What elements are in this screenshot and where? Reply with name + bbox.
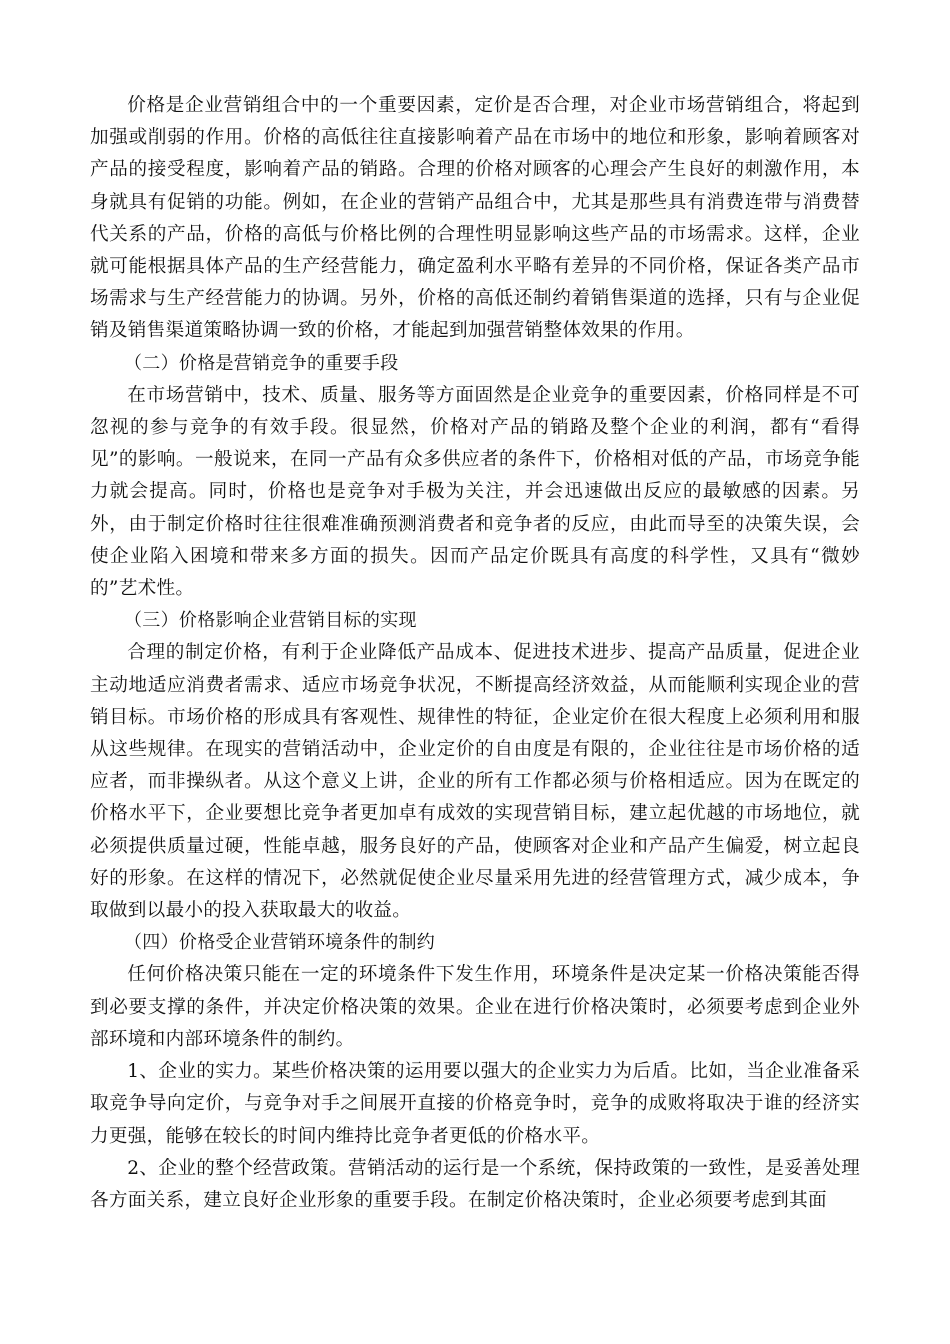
paragraph-business-policy: 2、企业的整个经营政策。营销活动的运行是一个系统，保持政策的一致性，是妥善处理各方面关系，建立良好企业形象的重要手段。在制定价格决策时，企业必须要考虑到其面 (90, 1157, 860, 1211)
paragraph-pricing-importance: 价格是企业营销组合中的一个重要因素，定价是否合理，对企业市场营销组合，将起到加强或削弱的作用。价格的高低往往直接影响着产品在市场中的地位和形象，影响着顾客对产品的接受程度，影响着产品的销路。合理的价格对顾客的心理会产生良好的刺激作用，本身就具有促销的功能。例如，在企业的营销产品组合中，尤其是那些具有消费连带与消费替代关系的产品，价格的高低与价格比例的合理性明显影响这些产品的市场需求。这样，企业就可能根据具体产品的生产经营能力，确定盈利水平略有差异的不同价格，保证各类产品市场需求与生产经营能力的协调。另外，价格的高低还制约着销售渠道的选择，只有与企业促销及销售渠道策略协调一致的价格，才能起到加强营销整体效果的作用。 (90, 95, 860, 342)
paragraph-competition: 在市场营销中，技术、质量、服务等方面固然是企业竞争的重要因素，价格同样是不可忽视的参与竞争的有效手段。很显然，价格对产品的销路及整个企业的利润，都有“看得见”的影响。一般说来，在同一产品有众多供应者的条件下，价格相对低的产品，市场竞争能力就会提高。同时，价格也是竞争对手极为关注，并会迅速做出反应的最敏感的因素。另外，由于制定价格时往往很难准确预测消费者和竞争者的反应，由此而导至的决策失误，会使企业陷入困境和带来多方面的损失。因而产品定价既具有高度的科学性，又具有“微妙的”艺术性。 (90, 384, 860, 600)
section-heading-4: （四）价格受企业营销环境条件的制约 (124, 932, 436, 954)
paragraph-marketing-goals: 合理的制定价格，有利于企业降低产品成本、促进技术进步、提高产品质量，促进企业主动地适应消费者需求、适应市场竞争状况，不断提高经济效益，从而能顺利实现企业的营销目标。市场价格的形成具有客观性、规律性的特征，企业定价在很大程度上必须利用和服从这些规律。在现实的营销活动中，企业定价的自由度是有限的，企业往往是市场价格的适应者，而非操纵者。从这个意义上讲，企业的所有工作都必须与价格相适应。因为在既定的价格水平下，企业要想比竞争者更加卓有成效的实现营销目标，建立起优越的市场地位，就必须提供质量过硬，性能卓越，服务良好的产品，使顾客对企业和产品产生偏爱，树立起良好的形象。在这样的情况下，必然就促使企业尽量采用先进的经营管理方式，减少成本，争取做到以最小的投入获取最大的收益。 (90, 642, 860, 922)
paragraph-enterprise-strength: 1、企业的实力。某些价格决策的运用要以强大的企业实力为后盾。比如，当企业准备采取竞争导向定价，与竞争对手之间展开直接的价格竞争时，竞争的成败将取决于谁的经济实力更强，能够在较长的时间内维持比竞争者更低的价格水平。 (90, 1061, 860, 1147)
section-heading-2: （二）价格是营销竞争的重要手段 (124, 352, 399, 374)
document-page (90, 90, 860, 1217)
section-heading-3: （三）价格影响企业营销目标的实现 (124, 610, 417, 632)
paragraph-environment: 任何价格决策只能在一定的环境条件下发生作用，环境条件是决定某一价格决策能否得到必要支撑的条件，并决定价格决策的效果。企业在进行价格决策时，必须要考虑到企业外部环境和内部环境条件的制约。 (90, 964, 860, 1050)
